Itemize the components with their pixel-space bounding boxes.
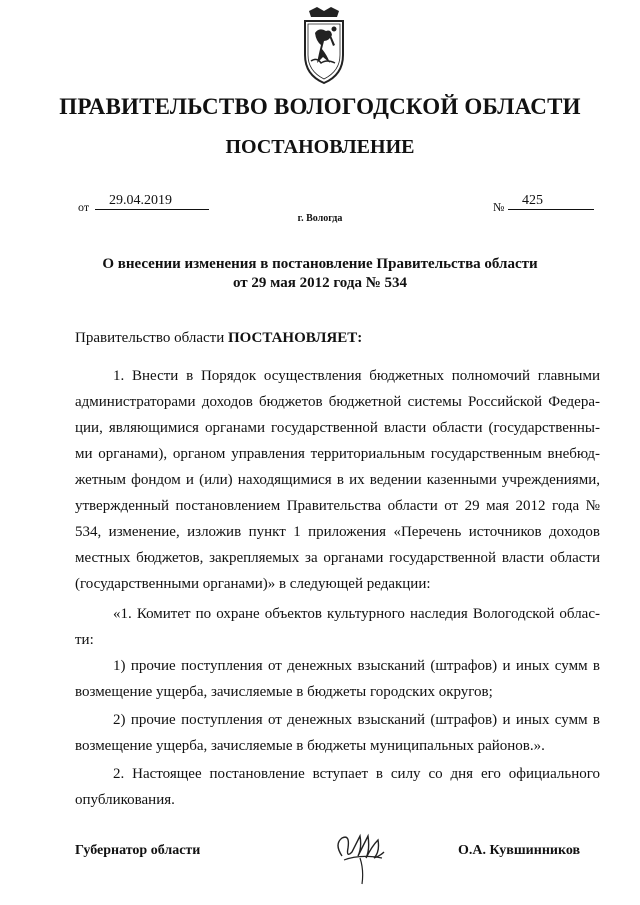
governor-title: Губернатор области [75, 843, 201, 858]
paragraph-line: 1) прочие поступления от денежных взысканий (штрафов) и иных сумм в [113, 658, 600, 674]
paragraph-line: жетным фондом и (или) находящимися в их ведении казенными учреждениями, [75, 472, 600, 488]
subject-line: от 29 мая 2012 года № 534 [232, 275, 408, 291]
governor-name: О.А. Кувшинников [458, 843, 581, 858]
coat-of-arms-icon [299, 5, 349, 87]
paragraph-4 [75, 707, 600, 759]
paragraph-line: администраторами доходов бюджетов бюджетной системы Российской Федера- [75, 394, 600, 410]
paragraph-line: опубликования. [75, 792, 175, 808]
number-label: № [493, 200, 505, 214]
paragraph-line: 534, изменение, изложив пункт 1 приложения «Перечень источников доходов [75, 524, 600, 540]
paragraph-line: возмещение ущерба, зачисляемые в бюджеты городских округов; [75, 684, 493, 700]
paragraph-line: «1. Комитет по охране объектов культурного наследия Вологодской облас- [113, 606, 600, 622]
decree-intro [75, 330, 600, 347]
subject-line: О внесении изменения в постановление Правительства области [102, 256, 538, 272]
document-number: 425 [508, 193, 594, 210]
document-subject [60, 255, 580, 293]
paragraph-3 [75, 653, 600, 705]
handwritten-signature-icon [330, 822, 390, 886]
paragraph-line: ции, являющимися органами государственной власти области (государственны- [75, 420, 600, 436]
paragraph-line: местных бюджетов, закрепляемых за органами государственной власти области [75, 550, 600, 566]
date-label: от [78, 200, 90, 214]
paragraph-line: возмещение ущерба, зачисляемые в бюджеты муниципальных районов.». [75, 738, 545, 754]
paragraph-2 [75, 601, 600, 653]
document-date: 29.04.2019 [95, 193, 209, 210]
document-type: ПОСТАНОВЛЕНИЕ [225, 136, 415, 158]
paragraph-line: утвержденный постановлением Правительства области от 29 мая 2012 года № [75, 498, 600, 514]
intro-prefix: Правительство области [75, 330, 228, 346]
government-title: ПРАВИТЕЛЬСТВО ВОЛОГОДСКОЙ ОБЛАСТИ [59, 94, 581, 119]
paragraph-1 [75, 363, 600, 597]
paragraph-line: ти: [75, 632, 94, 648]
city: г. Вологда [297, 213, 343, 224]
paragraph-line: 2. Настоящее постановление вступает в силу со дня его официального [113, 766, 600, 782]
paragraph-5 [75, 761, 600, 813]
decree-word: ПОСТАНОВЛЯЕТ: [227, 330, 363, 346]
paragraph-line: (государственными органами)» в следующей редакции: [75, 576, 431, 592]
paragraph-line: ми органами), органом управления территориальным государственным внебюд- [75, 446, 600, 462]
paragraph-line: 2) прочие поступления от денежных взысканий (штрафов) и иных сумм в [113, 712, 600, 728]
paragraph-line: 1. Внести в Порядок осуществления бюджетных полномочий главными [113, 368, 600, 384]
